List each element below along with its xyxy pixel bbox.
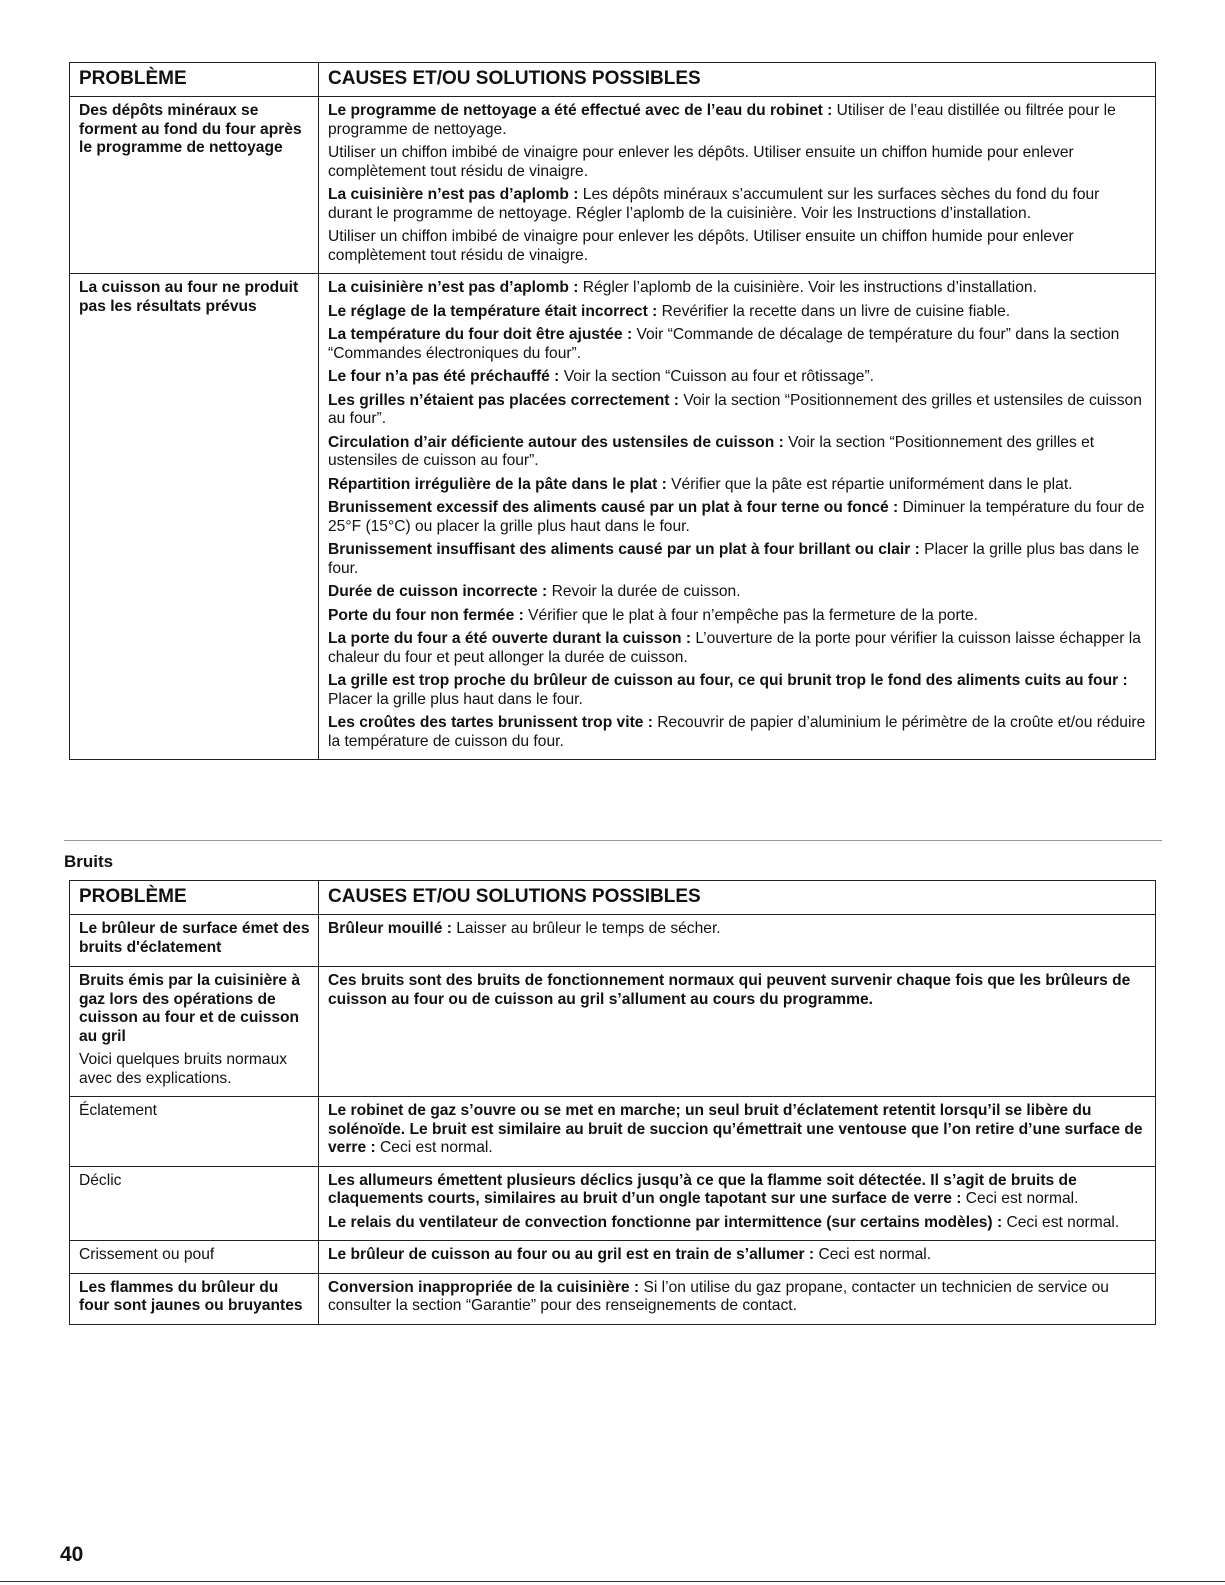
problem-cell: Les flammes du brûleur du four sont jaunes ou bruyantes	[70, 1273, 319, 1324]
solution: Utiliser un chiffon imbibé de vinaigre pour enlever les dépôts. Utiliser ensuite un chiffon humide pour enlever complètement tout résidu de vinaigre.	[328, 228, 1074, 264]
solutions-cell	[319, 915, 1156, 967]
solution: La cuisinière n’est pas d’aplomb : Régler l’aplomb de la cuisinière. Voir les instructions d’installation.	[328, 279, 1037, 296]
solution: Brûleur mouillé : Laisser au brûleur le temps de sécher.	[328, 920, 721, 937]
solution: Répartition irrégulière de la pâte dans le plat : Vérifier que la pâte est répartie uniformément dans le plat.	[328, 475, 1073, 493]
table-header-row	[70, 63, 1156, 97]
solution: Porte du four non fermée : Vérifier que le plat à four n’empêche pas la fermeture de la porte.	[328, 606, 979, 624]
problem-cell: Des dépôts minéraux se forment au fond du four après le programme de nettoyage	[70, 97, 319, 274]
table-row	[70, 1273, 1156, 1324]
problem-cell: Le brûleur de surface émet des bruits d'éclatement	[70, 915, 319, 967]
section-title: Bruits	[64, 852, 114, 871]
solution: La température du four doit être ajustée : Voir “Commande de décalage de température du four” dans la section “Commandes électroniques du four”.	[328, 326, 1120, 362]
header-problem: PROBLÈME	[70, 881, 319, 915]
solution: Ces bruits sont des bruits de fonctionnement normaux qui peuvent survenir chaque fois que les brûleurs de cuisson au four ou de cuisson au gril s’allument au cours du programme.	[328, 972, 1131, 1008]
problem-cell: Déclic	[70, 1166, 319, 1241]
table-row	[70, 967, 1156, 1097]
problem-cell: La cuisson au four ne produit pas les résultats prévus	[70, 274, 319, 760]
solution: Brunissement insuffisant des aliments causé par un plat à four brillant ou clair : Placer la grille plus bas dans le four.	[328, 541, 1140, 577]
table-row	[70, 274, 1156, 760]
page-bottom-rule	[0, 1581, 1225, 1582]
solutions-cell	[319, 1273, 1156, 1324]
header-problem: PROBLÈME	[70, 63, 319, 97]
problem-text: Bruits émis par la cuisinière à gaz lors des opérations de cuisson au four et de cuisson au gril	[79, 972, 301, 1045]
header-causes: CAUSES ET/OU SOLUTIONS POSSIBLES	[319, 881, 1156, 915]
table-row	[70, 97, 1156, 274]
solution: Le brûleur de cuisson au four ou au gril est en train de s’allumer : Ceci est normal.	[328, 1246, 932, 1263]
solutions-cell	[319, 967, 1156, 1097]
table-row	[70, 1166, 1156, 1241]
table-row	[70, 915, 1156, 967]
solutions-cell	[319, 1241, 1156, 1274]
troubleshooting-table-noises	[69, 880, 1156, 1325]
header-causes: CAUSES ET/OU SOLUTIONS POSSIBLES	[319, 63, 1156, 97]
solution: Conversion inappropriée de la cuisinière : Si l’on utilise du gaz propane, contacter un technicien de service ou consulter la section “Garantie” pour des renseignements de contact.	[328, 1278, 1109, 1314]
solution: La grille est trop proche du brûleur de cuisson au four, ce qui brunit trop le fond des aliments cuits au four : Placer la grille plus haut dans le four.	[328, 672, 1128, 708]
problem-cell: Éclatement	[70, 1097, 319, 1167]
table-row	[70, 1241, 1156, 1274]
solution: Durée de cuisson incorrecte : Revoir la durée de cuisson.	[328, 583, 741, 600]
solution: Le robinet de gaz s’ouvre ou se met en marche; un seul bruit d’éclatement retentit lorsqu’il se libère du solénoïde. Le bruit est similaire au bruit de succion qu’émettrait une ventouse que l’on retire d’une surface de verre : Ceci est normal.	[328, 1102, 1143, 1156]
solution: Le four n’a pas été préchauffé : Voir la section “Cuisson au four et rôtissage”.	[328, 368, 874, 385]
problem-note: Voici quelques bruits normaux avec des explications.	[79, 1051, 288, 1087]
solutions-cell	[319, 1097, 1156, 1167]
solutions-cell	[319, 97, 1156, 274]
table-header-row	[70, 881, 1156, 915]
solution: Utiliser un chiffon imbibé de vinaigre pour enlever les dépôts. Utiliser ensuite un chiffon humide pour enlever complètement tout résidu de vinaigre.	[328, 144, 1074, 180]
solution: Les croûtes des tartes brunissent trop vite : Recouvrir de papier d’aluminium le périmètre de la croûte et/ou réduire la température de cuisson du four.	[328, 714, 1146, 750]
solution: La porte du four a été ouverte durant la cuisson : L’ouverture de la porte pour vérifier la cuisson laisse échapper la chaleur du four et peut allonger la durée de cuisson.	[328, 630, 1141, 666]
solution: Les grilles n’étaient pas placées correctement : Voir la section “Positionnement des grilles et ustensiles de cuisson au four”.	[328, 391, 1142, 427]
solutions-cell	[319, 274, 1156, 760]
solution: Le réglage de la température était incorrect : Revérifier la recette dans un livre de cuisine fiable.	[328, 302, 1011, 320]
page-number: 40	[60, 1543, 84, 1566]
solution: Le relais du ventilateur de convection fonctionne par intermittence (sur certains modèles) : Ceci est normal.	[328, 1213, 1120, 1231]
problem-cell: Crissement ou pouf	[70, 1241, 319, 1274]
solution: Circulation d’air déficiente autour des ustensiles de cuisson : Voir la section “Positionnement des grilles et ustensiles de cuisson au four”.	[328, 433, 1095, 469]
solution: Le programme de nettoyage a été effectué avec de l’eau du robinet : Utiliser de l’eau distillée ou filtrée pour le programme de nettoyage.	[328, 102, 1116, 138]
table-row	[70, 1097, 1156, 1167]
section-divider	[64, 840, 1162, 841]
problem-cell	[70, 967, 319, 1097]
solution: Les allumeurs émettent plusieurs déclics jusqu’à ce que la flamme soit détectée. Il s’agit de bruits de claquements courts, similaires au bruit d’un ongle tapotant sur une surface de verre : Ceci est normal.	[328, 1171, 1079, 1207]
solutions-cell	[319, 1166, 1156, 1241]
troubleshooting-table-oven	[69, 62, 1156, 760]
solution: La cuisinière n’est pas d’aplomb : Les dépôts minéraux s’accumulent sur les surfaces sèches du fond du four durant le programme de nettoyage. Régler l’aplomb de la cuisinière. Voir les Instructions d’installation.	[328, 186, 1100, 222]
solution: Brunissement excessif des aliments causé par un plat à four terne ou foncé : Diminuer la température du four de 25°F (15°C) ou placer la grille plus haut dans le four.	[328, 499, 1145, 535]
